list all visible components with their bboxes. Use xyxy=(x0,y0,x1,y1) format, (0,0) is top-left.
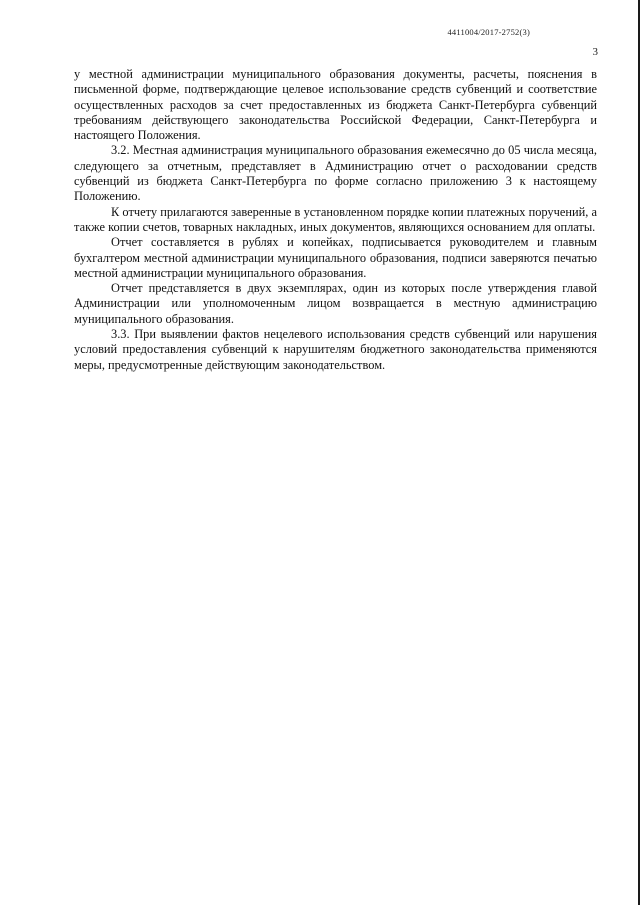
paragraph-3-3: 3.3. При выявлении фактов нецелевого использования средств субвенций или нарушения условий предоставления субвенций к нарушителям бюджетного законодательства применяются меры, предусмотренные действующим законодательством. xyxy=(74,327,597,372)
document-body xyxy=(74,67,597,373)
paragraph-continuation: у местной администрации муниципального образования документы, расчеты, пояснения в письменной форме, подтверждающие целевое использование средств субвенций и соответствие осуществленных расходов за счет предоставленных из бюджета Санкт-Петербурга субвенций требованиям действующего законодательства Российской Федерации, Санкт-Петербурга и настоящего Положения. xyxy=(74,67,597,143)
page-number: 3 xyxy=(592,46,598,58)
paragraph-attachments: К отчету прилагаются заверенные в установленном порядке копии платежных поручений, а также копии счетов, товарных накладных, иных документов, являющихся основанием для оплаты. xyxy=(74,204,597,234)
paragraph-report-copies: Отчет представляется в двух экземплярах, один из которых после утверждения главой Администрации или уполномоченным лицом возвращается в местную администрацию муниципального образования. xyxy=(74,281,597,326)
paragraph-3-2: 3.2. Местная администрация муниципального образования ежемесячно до 05 числа месяца, следующего за отчетным, представляет в Администрацию отчет о расходовании средств субвенций из бюджета Санкт-Петербурга по форме согласно приложению 3 к настоящему Положению. xyxy=(74,143,597,204)
document-number: 4411004/2017-2752(3) xyxy=(447,27,530,37)
paragraph-report-format: Отчет составляется в рублях и копейках, подписывается руководителем и главным бухгалтером местной администрации муниципального образования, подписи заверяются печатью местной администрации муниципального образования. xyxy=(74,235,597,280)
